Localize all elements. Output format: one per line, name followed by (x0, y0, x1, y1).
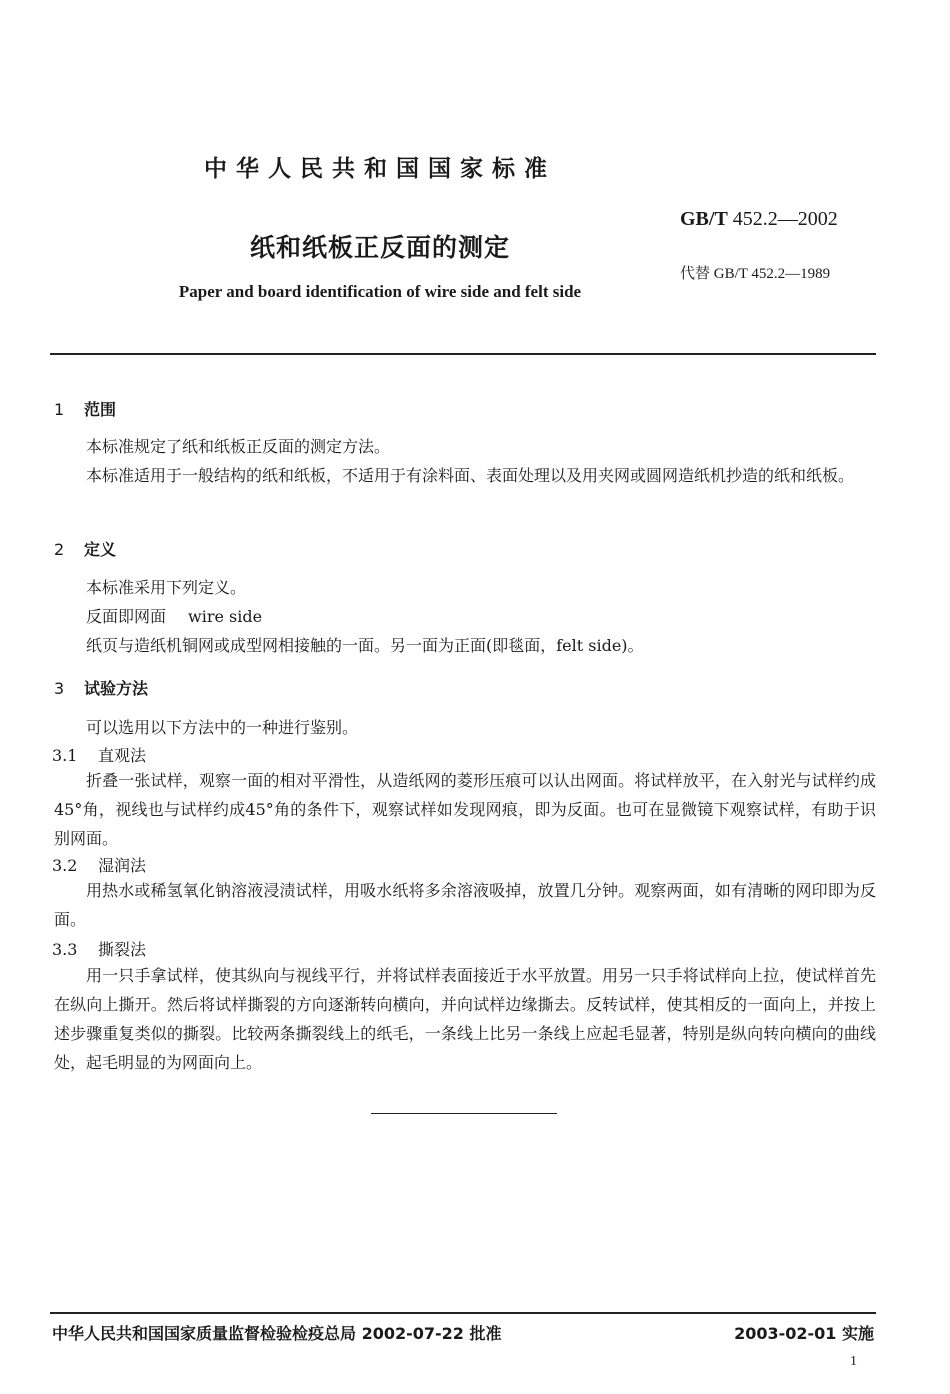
method-3-3-text: 用一只手拿试样，使其纵向与视线平行，并将试样表面接近于水平放置。用另一只手将试样向上拉，使试样首先在纵向上撕开。然后将试样撕裂的方向逐渐转向横向，并向试样边缘撕去。反转试样，使其相反的一面向上，并按上述步骤重复类似的撕裂。比较两条撕裂线上的纸毛，一条线上比另一条线上应起毛显著，特别是纵向转向横向的曲线处，起毛明显的为网面向上。 (54, 966, 876, 1072)
method-3-1-heading (52, 743, 146, 766)
section-2-paragraph-2: 纸页与造纸机铜网或成型网相接触的一面。另一面为正面(即毯面，felt side)。 (86, 636, 644, 655)
standard-code-prefix: GB/T (680, 208, 728, 230)
section-2-paragraph-1: 本标准采用下列定义。 (86, 578, 247, 597)
footer-divider (50, 1312, 876, 1314)
issuer-approval: 中华人民共和国国家质量监督检验检疫总局 2002-07-22 批准 (52, 1324, 502, 1343)
method-3-2-text: 用热水或稀氢氧化钠溶液浸渍试样，用吸水纸将多余溶液吸掉，放置几分钟。观察两面，如有清晰的网印即为反面。 (54, 881, 876, 929)
section-1-paragraph-2: 本标准适用于一般结构的纸和纸板，不适用于有涂料面、表面处理以及用夹网或圆网造纸机抄造的纸和纸板。 (86, 466, 855, 485)
document-title-en: Paper and board identification of wire side and felt side (178, 282, 582, 301)
term-definition (86, 604, 262, 627)
term-cn: 反面即网面 (86, 607, 167, 626)
section-1-heading (54, 397, 116, 420)
section-3-title: 试验方法 (84, 679, 149, 698)
section-3-paragraph-1: 可以选用以下方法中的一种进行鉴别。 (86, 718, 359, 737)
method-3-3-number: 3.3 (52, 940, 78, 959)
effective-date: 2003-02-01 实施 (734, 1324, 874, 1343)
method-3-1-text: 折叠一张试样，观察一面的相对平滑性，从造纸网的菱形压痕可以认出网面。将试样放平，在入射光与试样约成45°角，视线也与试样约成45°角的条件下，观察试样如发现网痕，即为反面。也可在显微镜下观察试样，有助于识别网面。 (54, 771, 876, 848)
document-title-cn: 纸和纸板正反面的测定 (249, 233, 510, 262)
replaces-standard: 代替 GB/T 452.2—1989 (680, 266, 831, 282)
national-standard-heading: 中华人民共和国国家标准 (204, 156, 556, 182)
page-number: 1 (850, 1354, 857, 1369)
section-2-heading (54, 537, 116, 560)
method-3-3-title: 撕裂法 (98, 940, 147, 959)
header-divider (50, 353, 876, 355)
method-3-1-title: 直观法 (98, 746, 147, 765)
section-2-title: 定义 (84, 540, 117, 559)
section-1-title: 范围 (84, 400, 117, 419)
method-3-2-title: 湿润法 (98, 856, 147, 875)
section-3-number: 3 (54, 679, 65, 698)
method-3-2-heading (52, 853, 146, 876)
method-3-3-heading (52, 937, 146, 960)
end-of-text-rule (371, 1113, 557, 1114)
term-en: wire side (188, 607, 263, 626)
standard-code-number: 452.2—2002 (732, 208, 838, 230)
section-1-number: 1 (54, 400, 65, 419)
method-3-2-number: 3.2 (52, 856, 78, 875)
section-1-paragraph-1: 本标准规定了纸和纸板正反面的测定方法。 (86, 437, 391, 456)
method-3-1-number: 3.1 (52, 746, 78, 765)
section-2-number: 2 (54, 540, 65, 559)
section-3-heading (54, 676, 148, 699)
